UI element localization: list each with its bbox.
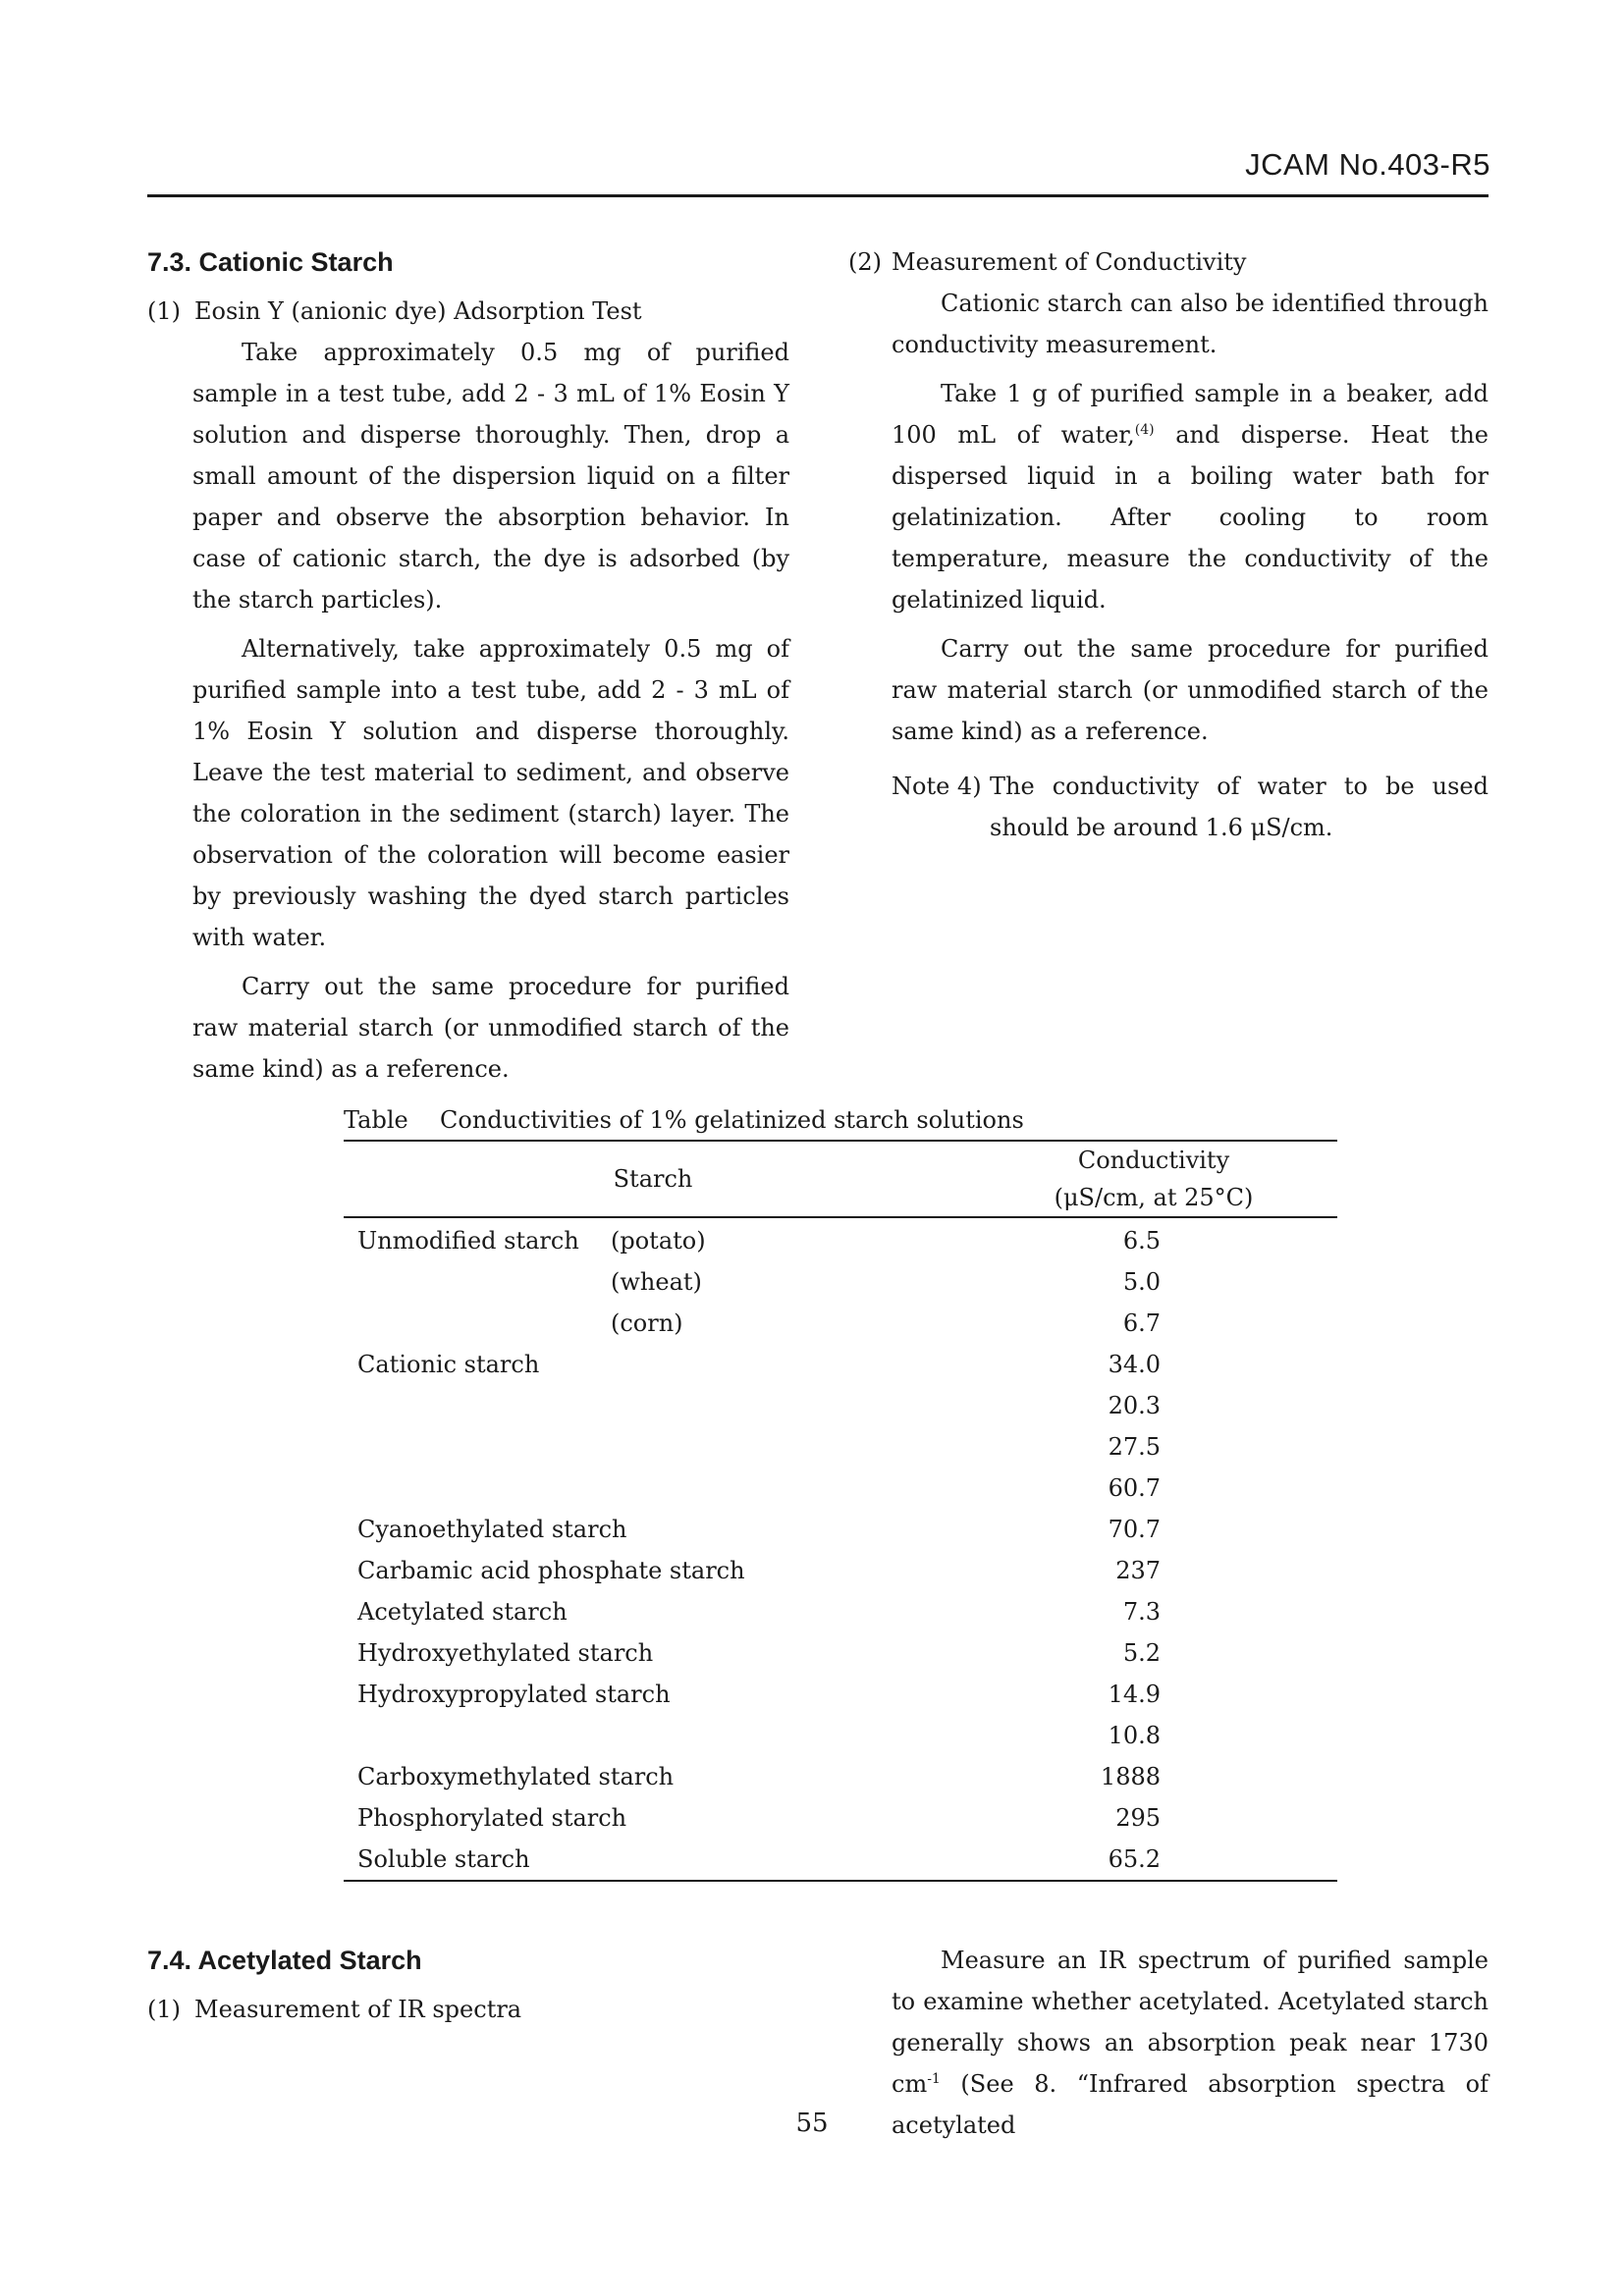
table-caption-label: Table <box>344 1106 408 1134</box>
conductivity-table <box>344 1100 1337 1882</box>
cell-conductivity: 7.3 <box>1122 1598 1161 1626</box>
cell-conductivity: 27.5 <box>1108 1433 1161 1461</box>
paragraph-text: and disperse. Heat the dispersed liquid in a boiling water bath for gelatinization. After cooling to room temperature, measure the conductivity of the gelatinized liquid. <box>892 421 1489 614</box>
cell-conductivity: 70.7 <box>1108 1516 1161 1543</box>
cell-variant: (wheat) <box>611 1268 702 1296</box>
cell-starch: Carbamic acid phosphate starch <box>357 1557 745 1584</box>
subsection-title: Eosin Y (anionic dye) Adsorption Test <box>194 297 642 325</box>
paragraph: Carry out the same procedure for purified raw material starch (or unmodified starch of the same kind) as a reference. <box>892 635 1489 745</box>
paragraph <box>892 373 1489 620</box>
table-body <box>344 1218 1337 1880</box>
document-code: JCAM No.403-R5 <box>1245 147 1490 182</box>
subsection-heading-ir <box>147 1989 789 2030</box>
cell-conductivity: 10.8 <box>1108 1722 1161 1749</box>
table-row <box>344 1756 1337 1797</box>
table-row <box>344 1344 1337 1385</box>
section-heading-7-4: 7.4. Acetylated Starch <box>147 1946 422 1975</box>
cell-conductivity: 5.0 <box>1122 1268 1161 1296</box>
footnote-reference: (4) <box>1134 422 1155 438</box>
cell-starch: Phosphorylated starch <box>357 1804 627 1832</box>
cell-conductivity: 5.2 <box>1122 1639 1161 1667</box>
column-header-starch: Starch <box>613 1165 693 1193</box>
paragraph: Take approximately 0.5 mg of purified sample in a test tube, add 2 - 3 mL of 1% Eosin Y solution and disperse thoroughly. Then, drop a small amount of the dispersion liquid on a filter paper and observe the absorption behavior. In case of cationic starch, the dye is adsorbed (by the starch particles). <box>192 339 789 614</box>
table-row <box>344 1303 1337 1344</box>
footnote <box>892 766 1489 848</box>
cell-starch: Carboxymethylated starch <box>357 1763 675 1790</box>
cell-starch: Cationic starch <box>357 1351 540 1378</box>
cell-starch: Cyanoethylated starch <box>357 1516 627 1543</box>
subsection-title: Measurement of IR spectra <box>194 1996 522 2023</box>
cell-conductivity: 6.5 <box>1122 1227 1161 1255</box>
cell-conductivity: 295 <box>1115 1804 1161 1832</box>
section-7-3-right-column <box>848 241 1489 848</box>
section-7-3-left-column <box>147 241 789 1097</box>
table-row <box>344 1468 1337 1509</box>
table-row <box>344 1509 1337 1550</box>
cell-variant: (potato) <box>611 1227 706 1255</box>
cell-conductivity: 20.3 <box>1108 1392 1161 1419</box>
column-header-conductivity-line2: (μS/cm, at 25°C) <box>1054 1184 1254 1211</box>
cell-variant: (corn) <box>611 1309 683 1337</box>
table-caption <box>344 1100 1337 1140</box>
column-header-conductivity <box>982 1142 1326 1216</box>
cell-conductivity: 65.2 <box>1108 1845 1161 1873</box>
table-row <box>344 1839 1337 1880</box>
table-row <box>344 1220 1337 1261</box>
subsection-number: (1) <box>147 297 181 325</box>
subsection-number: (2) <box>848 248 882 276</box>
paragraph-text: (See 8. “Infrared absorption spectra of acetylated <box>892 2070 1489 2139</box>
superscript: -1 <box>927 2071 941 2087</box>
section-heading-7-3: 7.3. Cationic Starch <box>147 247 394 277</box>
page-number: 55 <box>795 2109 829 2138</box>
footnote-label: Note 4) <box>892 773 982 800</box>
subsection-heading-conductivity <box>848 241 1489 283</box>
table-row <box>344 1591 1337 1632</box>
cell-starch: Acetylated starch <box>357 1598 568 1626</box>
table-row <box>344 1715 1337 1756</box>
subsection-title: Measurement of Conductivity <box>892 248 1247 276</box>
table-row <box>344 1550 1337 1591</box>
cell-conductivity: 237 <box>1115 1557 1161 1584</box>
table-bottom-rule <box>344 1880 1337 1882</box>
cell-conductivity: 1888 <box>1100 1763 1161 1790</box>
subsection-number: (1) <box>147 1996 181 2023</box>
cell-conductivity: 60.7 <box>1108 1474 1161 1502</box>
header-rule <box>147 194 1489 197</box>
table-row <box>344 1797 1337 1839</box>
cell-conductivity: 14.9 <box>1108 1681 1161 1708</box>
table-row <box>344 1261 1337 1303</box>
table-row <box>344 1632 1337 1674</box>
paragraph: Alternatively, take approximately 0.5 mg of purified sample into a test tube, add 2 - 3 mL of 1% Eosin Y solution and disperse thoroughly. Leave the test material to sediment, and observe the coloration in the sediment (starch) layer. The observation of the coloration will become easier by previously washing the dyed starch particles with water. <box>192 635 789 951</box>
paragraph-text: Take 1 g of purified sample in a beaker, add 100 mL of water, <box>892 380 1489 449</box>
table-caption-text: Conductivities of 1% gelatinized starch solutions <box>440 1106 1024 1134</box>
cell-starch: Unmodified starch <box>357 1227 579 1255</box>
subsection-heading-eosin <box>147 291 789 332</box>
table-row <box>344 1426 1337 1468</box>
cell-starch: Hydroxyethylated starch <box>357 1639 654 1667</box>
paragraph: Carry out the same procedure for purified raw material starch (or unmodified starch of the same kind) as a reference. <box>192 973 789 1083</box>
paragraph-text: Measure an IR spectrum of purified sample to examine whether acetylated. Acetylated starch generally shows an absorption peak near 1730 cm <box>892 1947 1489 2098</box>
table-row <box>344 1385 1337 1426</box>
paragraph: Cationic starch can also be identified through conductivity measurement. <box>892 290 1489 358</box>
section-7-4-left-column <box>147 1940 789 2030</box>
cell-starch: Soluble starch <box>357 1845 530 1873</box>
footnote-text: The conductivity of water to be used should be around 1.6 μS/cm. <box>990 773 1489 841</box>
table-row <box>344 1674 1337 1715</box>
cell-conductivity: 34.0 <box>1108 1351 1161 1378</box>
cell-conductivity: 6.7 <box>1122 1309 1161 1337</box>
cell-starch: Hydroxypropylated starch <box>357 1681 671 1708</box>
column-header-conductivity-line1: Conductivity <box>1077 1147 1230 1174</box>
table-header <box>344 1142 1337 1216</box>
